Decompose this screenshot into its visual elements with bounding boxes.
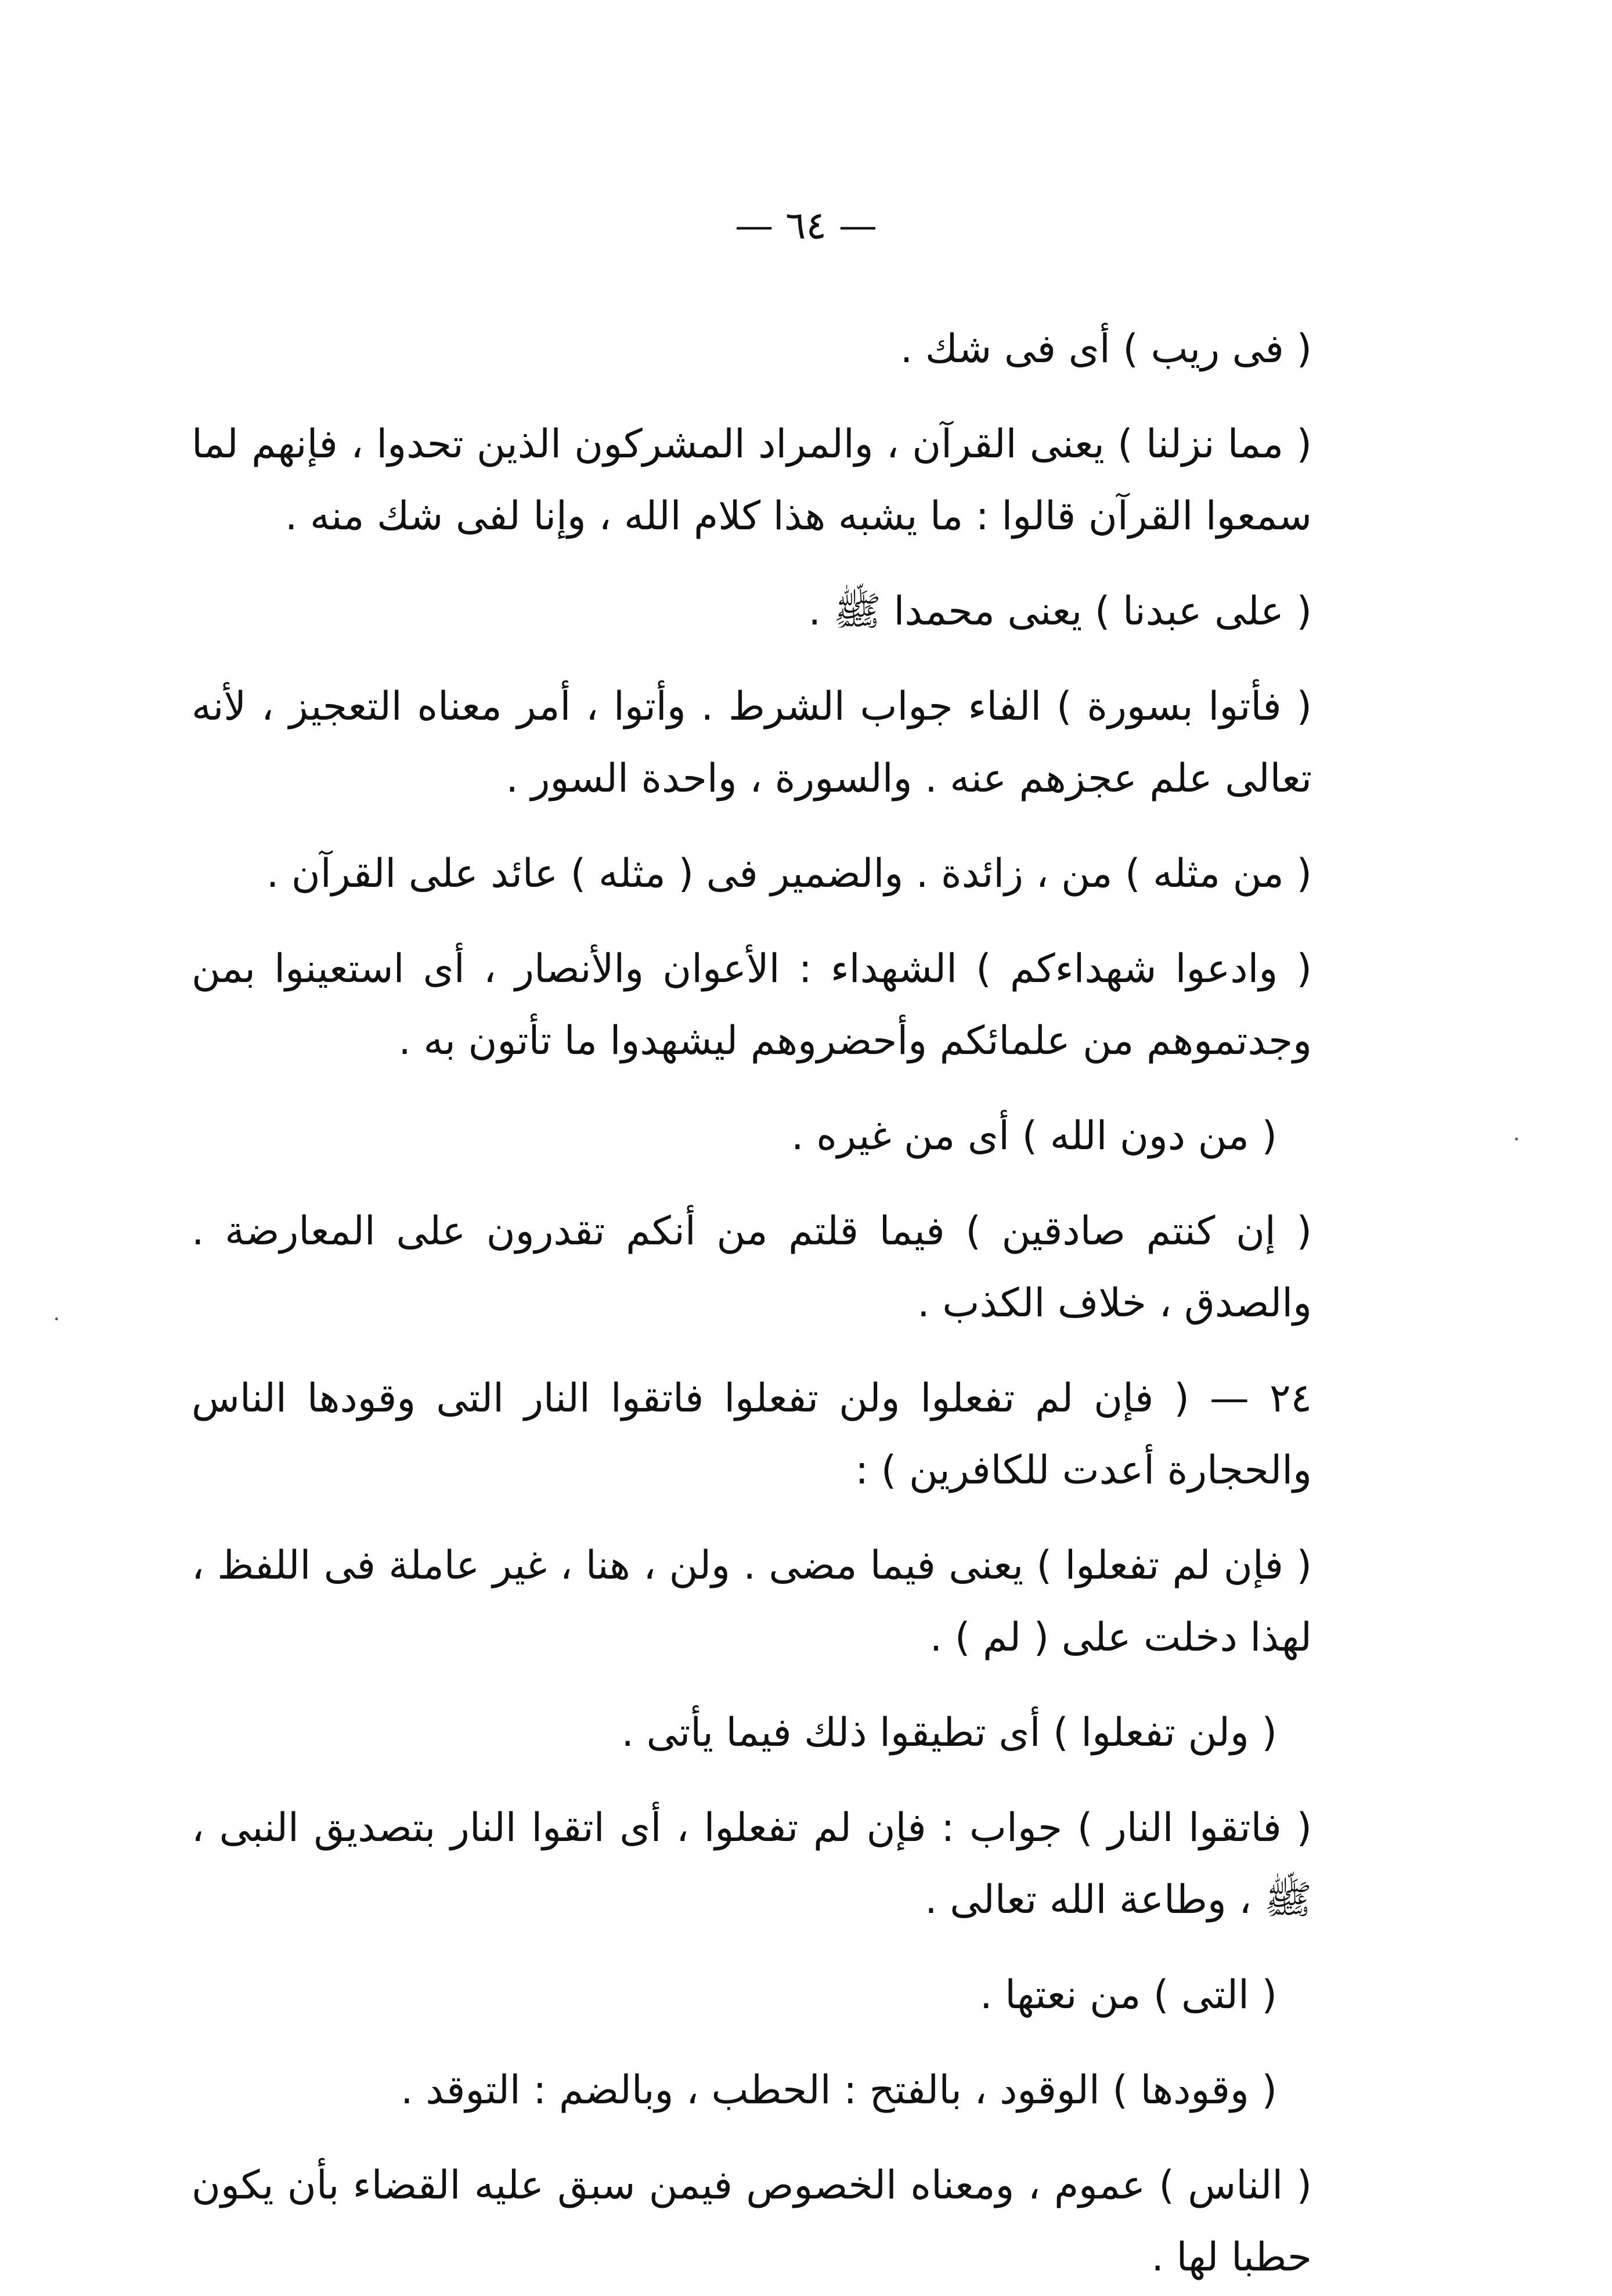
paragraph-waquduha: ( وقودها ) الوقود ، بالفتح : الحطب ، وبالضم : التوقد . — [401, 2067, 1277, 2113]
paragraph-min-mithlihi: ( من مثله ) من ، زائدة . والضمير فى ( مثله ) عائد على القرآن . — [266, 851, 1312, 897]
page-body — [192, 313, 1312, 2294]
paragraph-allati: ( التى ) من نعتها . — [979, 1972, 1277, 2018]
margin-speck — [55, 1317, 58, 1320]
paragraph-fi-rayb: ( فى ريب ) أى فى شك . — [900, 326, 1312, 372]
paragraph-mimma-nazzalna: ( مما نزلنا ) يعنى القرآن ، والمراد المشركون الذين تحدوا ، فإنهم لما سمعوا القرآن قالوا : ما يشبه هذا كلام الله ، وإنا لفى شك منه . — [192, 421, 1312, 539]
paragraph-wa-lan-tafalu: ( ولن تفعلوا ) أى تطيقوا ذلك فيما يأتى . — [621, 1710, 1277, 1756]
paragraph-in-kuntum-sadiqin: ( إن كنتم صادقين ) فيما قلتم من أنكم تقدرون على المعارضة . والصدق ، خلاف الكذب . — [192, 1208, 1312, 1326]
paragraph-min-dun-allah: ( من دون الله ) أى من غيره . — [791, 1113, 1277, 1159]
paragraph-fain-lam-tafalu: ( فإن لم تفعلوا ) يعنى فيما مضى . ولن ، هنا ، غير عاملة فى اللفظ ، لهذا دخلت على ( لم ) . — [192, 1543, 1312, 1660]
paragraph-verse-24: ٢٤ — ( فإن لم تفعلوا ولن تفعلوا فاتقوا النار التى وقودها الناس والحجارة أعدت للكافرين ) : — [192, 1376, 1312, 1493]
paragraph-annas: ( الناس ) عموم ، ومعناه الخصوص فيمن سبق عليه القضاء بأن يكون حطبا لها . — [192, 2163, 1312, 2280]
paragraph-fatu-bisura: ( فأتوا بسورة ) الفاء جواب الشرط . وأتوا ، أمر معناه التعجيز ، لأنه تعالى علم عجزهم عنه . والسورة ، واحدة السور . — [192, 684, 1312, 802]
paragraph-ala-abdina: ( على عبدنا ) يعنى محمدا ﷺ . — [808, 589, 1312, 634]
paragraph-wadu-shuhadaakum: ( وادعوا شهداءكم ) الشهداء : الأعوان والأنصار ، أى استعينوا بمن وجدتموهم من علمائكم وأحضروهم ليشهدوا ما تأتون به . — [192, 946, 1312, 1064]
margin-speck — [1515, 1138, 1518, 1140]
page-number: — ٦٤ — — [735, 203, 877, 248]
paragraph-fattaqu-annar: ( فاتقوا النار ) جواب : فإن لم تفعلوا ، أى اتقوا النار بتصديق النبى ، ﷺ ، وطاعة الله تعالى . — [192, 1805, 1312, 1923]
